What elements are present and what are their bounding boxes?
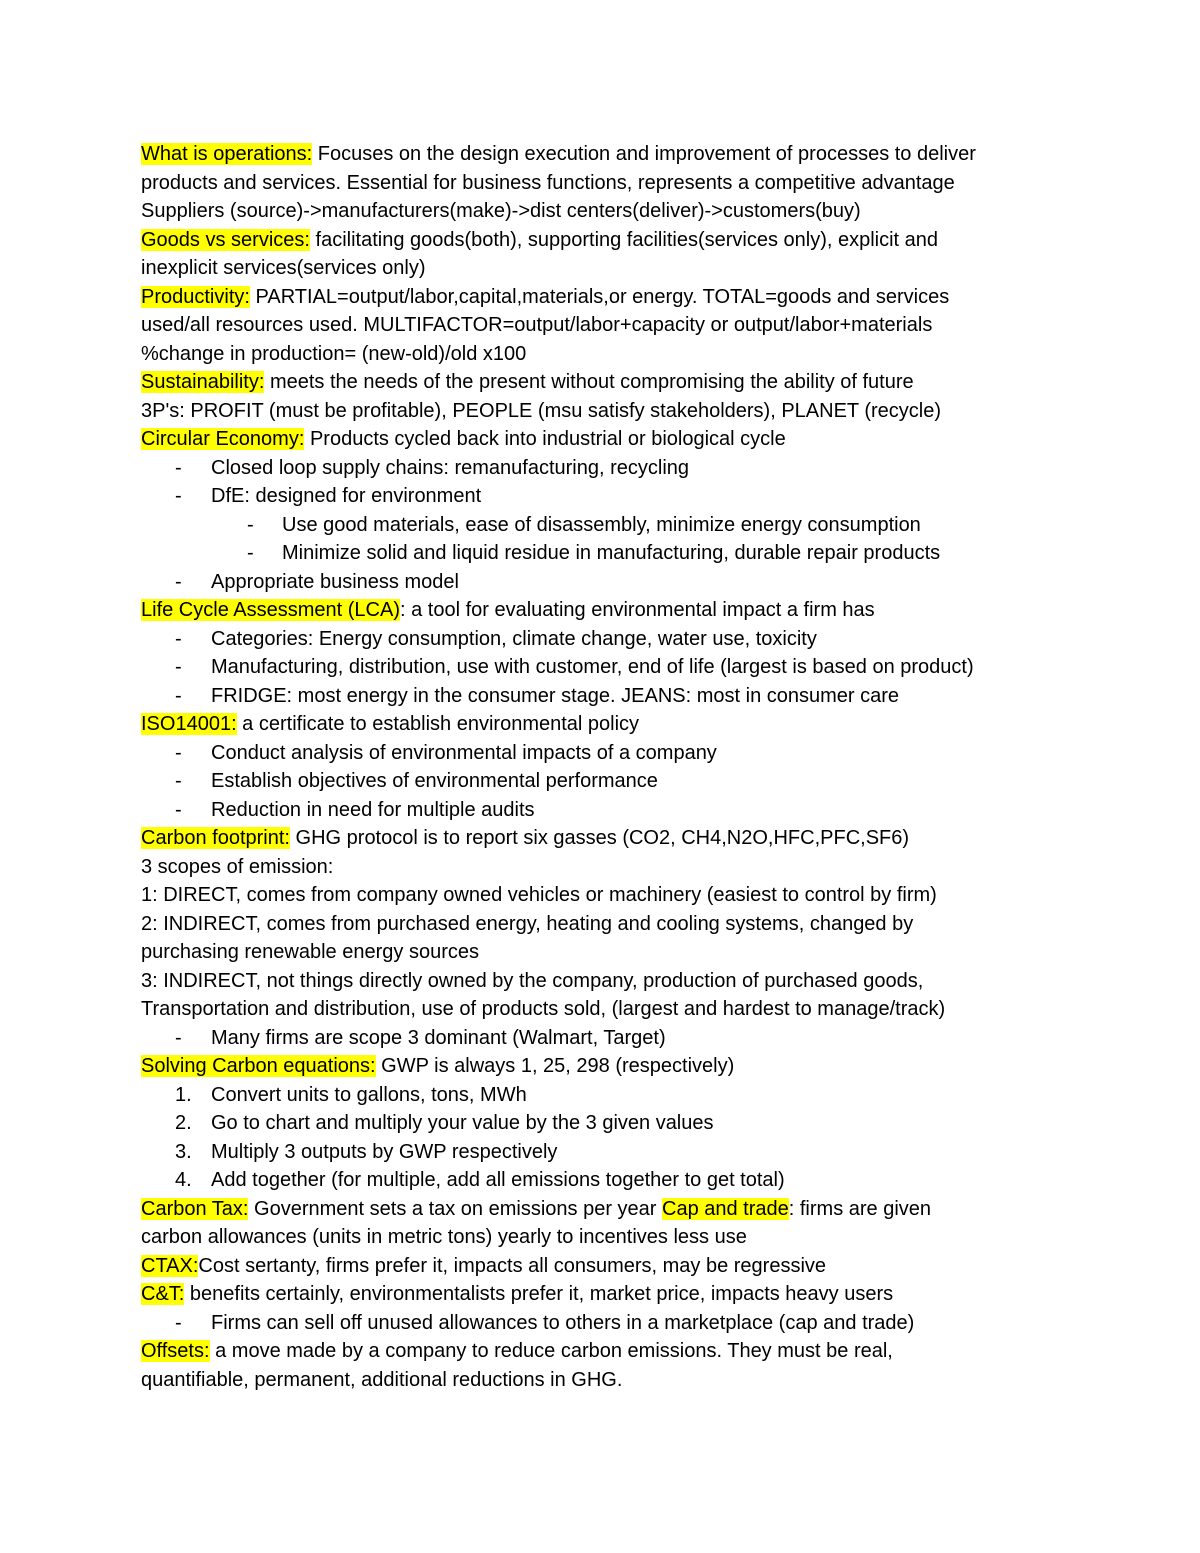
offsets-heading: Offsets: [141,1340,210,1362]
goods-text: facilitating goods(both), supporting facilities(services only), explicit and [309,228,939,251]
carbon-footprint-heading: Carbon footprint: [141,827,290,849]
carbon-equations-heading: Solving Carbon equations: [141,1055,376,1077]
operations-text: Focuses on the design execution and improvement of processes to deliver [312,143,976,165]
scope-1-line: 1: DIRECT, comes from company owned vehicles or machinery (easiest to control by firm) [141,884,937,906]
list-item-text: Categories: Energy consumption, climate change, water use, toxicity [211,627,817,650]
bullet-dash: - [247,542,254,564]
ctax-line [141,1252,1071,1281]
list-item [141,682,1071,711]
numbered-item [141,1109,1071,1138]
numbered-item-text: Go to chart and multiply your value by the 3 given values [211,1112,714,1134]
carbon-footprint-text: GHG protocol is to report six gasses (CO2, CH4,N2O,HFC,PFC,SF6) [289,827,910,849]
bullet-dash: - [175,1311,182,1334]
numbered-item-text: Convert units to gallons, tons, MWh [211,1083,527,1106]
scope-3-line-cont: Transportation and distribution, use of products sold, (largest and hardest to manage/track) [141,998,946,1020]
ctax-heading: CTAX: [141,1254,199,1277]
offsets-text: a move made by a company to reduce carbon emissions. They must be real, [209,1340,893,1362]
offsets-line [141,1337,1071,1366]
bullet-dash: - [175,485,182,507]
list-item [141,1024,1071,1053]
list-item [141,653,1071,682]
ct-line [141,1280,1071,1309]
ct-heading: C&T: [141,1283,185,1305]
bullet-dash: - [175,627,182,650]
list-item-text: FRIDGE: most energy in the consumer stage. JEANS: most in consumer care [211,684,900,707]
offsets-text-2: quantifiable, permanent, additional reductions in GHG. [141,1368,623,1391]
list-item-text: Appropriate business model [211,570,459,593]
sustainability-line [141,368,1071,397]
list-item-text: Reduction in need for multiple audits [211,798,535,821]
circular-line [141,425,1071,454]
list-item [141,482,1071,511]
list-item-text: DfE: designed for environment [211,485,482,507]
document-page [141,140,1071,1394]
list-item [141,739,1071,768]
item-number: 3. [175,1140,192,1163]
list-item [141,767,1071,796]
list-item [141,796,1071,825]
scopes-line: 3 scopes of emission: [141,855,334,878]
scope-2-line-cont: purchasing renewable energy sources [141,941,479,963]
productivity-text-2: used/all resources used. MULTIFACTOR=output/labor+capacity or output/labor+materials [141,314,933,336]
list-item-text: Closed loop supply chains: remanufacturing, recycling [211,456,690,479]
bullet-dash: - [175,456,182,479]
operations-heading: What is operations: [141,143,313,165]
lca-text: : a tool for evaluating environmental impact a firm has [399,599,875,621]
iso-heading: ISO14001: [141,713,237,735]
ctax-text: Cost sertanty, firms prefer it, impacts all consumers, may be regressive [198,1254,827,1277]
numbered-item-text: Add together (for multiple, add all emissions together to get total) [211,1169,785,1191]
productivity-heading: Productivity: [141,285,250,308]
list-item [141,1309,1071,1338]
sub-list-item [141,539,1071,568]
list-item-text: Many firms are scope 3 dominant (Walmart, Target) [211,1026,666,1049]
lca-line [141,596,1071,625]
iso-line [141,710,1071,739]
carbon-equations-line [141,1052,1071,1081]
bullet-dash: - [175,770,182,792]
list-item-text: Manufacturing, distribution, use with customer, end of life (largest is based on product) [211,656,974,678]
item-number: 1. [175,1083,192,1106]
numbered-item [141,1081,1071,1110]
cap-and-trade-text: : firms are given [788,1197,932,1220]
numbered-item [141,1166,1071,1195]
scope-2-line: 2: INDIRECT, comes from purchased energy, heating and cooling systems, changed by [141,912,914,935]
bullet-dash: - [175,684,182,707]
list-item [141,454,1071,483]
carbon-tax-heading: Carbon Tax: [141,1197,249,1220]
bullet-dash: - [175,570,182,593]
item-number: 2. [175,1112,192,1134]
list-item [141,568,1071,597]
carbon-footprint-line [141,824,1071,853]
bullet-dash: - [175,798,182,821]
goods-text-2: inexplicit services(services only) [141,257,426,279]
scope-3-line: 3: INDIRECT, not things directly owned by the company, production of purchased goods, [141,969,924,992]
bullet-dash: - [175,656,182,678]
bullet-dash: - [247,513,254,536]
carbon-tax-text: Government sets a tax on emissions per year [248,1197,662,1220]
carbon-equations-text: GWP is always 1, 25, 298 (respectively) [375,1055,735,1077]
cap-and-trade-text-2: carbon allowances (units in metric tons) yearly to incentives less use [141,1226,747,1248]
productivity-text: PARTIAL=output/labor,capital,materials,or energy. TOTAL=goods and services [249,285,950,308]
numbered-item-text: Multiply 3 outputs by GWP respectively [211,1140,558,1163]
goods-line [141,226,1071,255]
bullet-dash: - [175,741,182,764]
carbon-tax-line [141,1195,1071,1224]
circular-heading: Circular Economy: [141,428,305,450]
sustainability-text: meets the needs of the present without compromising the ability of future [264,371,914,393]
list-item [141,625,1071,654]
list-item-text: Minimize solid and liquid residue in manufacturing, durable repair products [282,542,941,564]
productivity-text-3: %change in production= (new-old)/old x100 [141,342,527,365]
operations-text-2: products and services. Essential for business functions, represents a competitive advantage [141,171,955,194]
list-item-text: Establish objectives of environmental performance [211,770,658,792]
iso-text: a certificate to establish environmental policy [236,713,640,735]
ct-text: benefits certainly, environmentalists prefer it, market price, impacts heavy users [184,1283,894,1305]
list-item-text: Firms can sell off unused allowances to others in a marketplace (cap and trade) [211,1311,915,1334]
sustainability-heading: Sustainability: [141,371,265,393]
circular-text: Products cycled back into industrial or biological cycle [304,428,786,450]
bullet-dash: - [175,1026,182,1049]
item-number: 4. [175,1169,192,1191]
lca-heading: Life Cycle Assessment (LCA) [141,599,400,621]
productivity-line [141,283,1071,312]
list-item-text: Use good materials, ease of disassembly, minimize energy consumption [282,513,921,536]
sustainability-text-2: 3P's: PROFIT (must be profitable), PEOPLE (msu satisfy stakeholders), PLANET (recycle) [141,399,941,422]
sub-list-item [141,511,1071,540]
cap-and-trade-heading: Cap and trade [662,1197,789,1220]
goods-heading: Goods vs services: [141,228,310,251]
supply-chain-line: Suppliers (source)->manufacturers(make)->dist centers(deliver)->customers(buy) [141,200,861,222]
list-item-text: Conduct analysis of environmental impacts of a company [211,741,717,764]
numbered-item [141,1138,1071,1167]
operations-line [141,140,1071,169]
